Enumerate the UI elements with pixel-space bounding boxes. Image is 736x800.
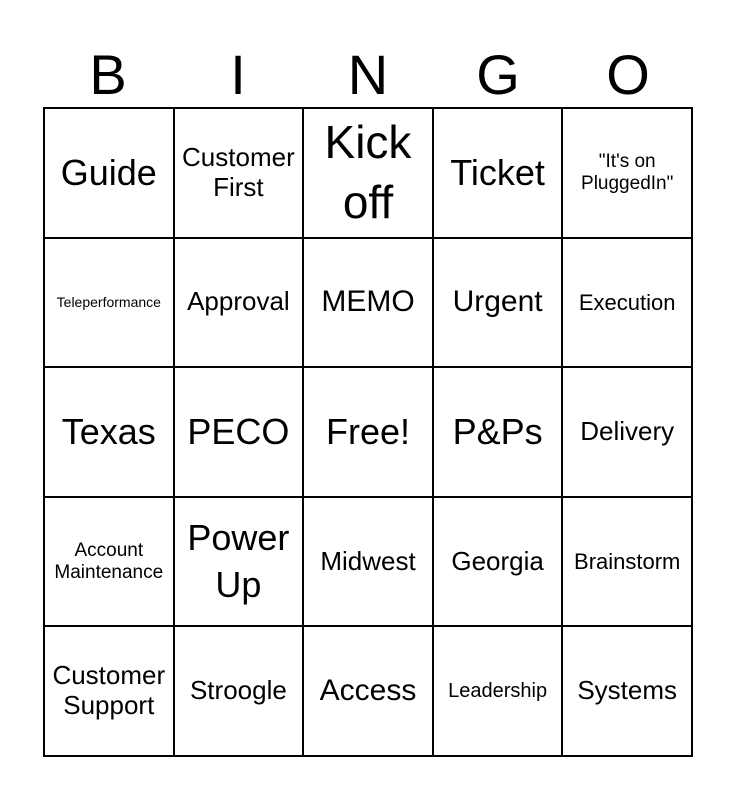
bingo-cell[interactable]: Leadership xyxy=(434,627,564,757)
bingo-cell[interactable]: Customer Support xyxy=(45,627,175,757)
bingo-cell[interactable]: Systems xyxy=(563,627,693,757)
bingo-cell[interactable]: Texas xyxy=(45,368,175,498)
bingo-cell[interactable]: Customer First xyxy=(175,109,305,239)
bingo-cell[interactable]: Urgent xyxy=(434,239,564,369)
bingo-cell[interactable]: Account Maintenance xyxy=(45,498,175,628)
bingo-cell[interactable]: Midwest xyxy=(304,498,434,628)
header-letter-o: O xyxy=(606,43,650,106)
bingo-cell[interactable]: Ticket xyxy=(434,109,564,239)
bingo-cell[interactable]: Access xyxy=(304,627,434,757)
bingo-cell[interactable]: Execution xyxy=(563,239,693,369)
bingo-cell[interactable]: "It's on PluggedIn" xyxy=(563,109,693,239)
bingo-cell[interactable]: Guide xyxy=(45,109,175,239)
bingo-cell[interactable]: P&Ps xyxy=(434,368,564,498)
bingo-cell[interactable]: Delivery xyxy=(563,368,693,498)
header-letter-b: B xyxy=(89,43,127,106)
bingo-cell[interactable]: Brainstorm xyxy=(563,498,693,628)
bingo-cell[interactable]: PECO xyxy=(175,368,305,498)
header-letter-n: N xyxy=(347,43,389,106)
bingo-cell[interactable]: Approval xyxy=(175,239,305,369)
bingo-cell[interactable]: Teleperformance xyxy=(45,239,175,369)
bingo-cell[interactable]: MEMO xyxy=(304,239,434,369)
header-letter-i: I xyxy=(230,43,246,106)
free-space-cell[interactable]: Free! xyxy=(304,368,434,498)
bingo-header xyxy=(43,42,693,108)
bingo-cell[interactable]: Power Up xyxy=(175,498,305,628)
bingo-cell[interactable]: Kick off xyxy=(304,109,434,239)
bingo-cell[interactable]: Georgia xyxy=(434,498,564,628)
bingo-board xyxy=(43,107,693,757)
bingo-cell[interactable]: Stroogle xyxy=(175,627,305,757)
header-letter-g: G xyxy=(476,43,520,106)
